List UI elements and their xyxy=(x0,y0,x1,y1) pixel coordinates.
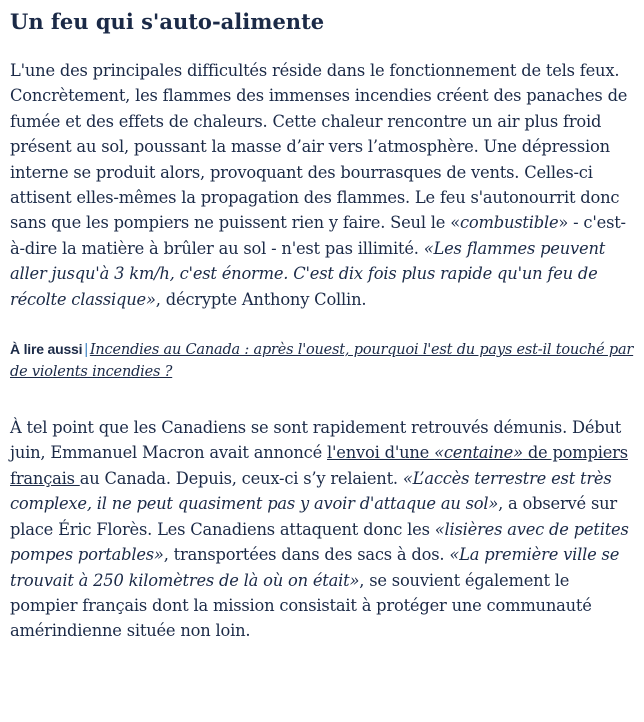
read-also-label: À lire aussi xyxy=(10,341,83,358)
section-heading: Un feu qui s'auto-alimente xyxy=(10,9,325,34)
paragraph-fire-mechanics: L'une des principales difficultés réside dans le fonctionnement de tels feux. Concrètement, les flammes des immenses incendies créent des panaches de fumée et des effets de chaleurs. Cette chaleur rencontre un air plus froid présent au sol, poussant la masse d’air vers l’atmosphère. Une dépression interne se produit alors, provoquant des bourrasques de vents. Celles-ci attisent elles-mêmes la propagation des flammes. Le feu s'autonourrit donc sans que les pompiers ne puissent rien y faire. Seul le «combustible» - c'est-à-dire la matière à brûler au sol - n'est pas illimité. «Les flammes peuvent aller jusqu'à 3 km/h, c'est énorme. C'est dix fois plus rapide qu'un feu de récolte classique», décrypte Anthony Collin. xyxy=(10,61,628,309)
article-body xyxy=(0,6,644,644)
paragraph-canadian-response: À tel point que les Canadiens se sont rapidement retrouvés démunis. Début juin, Emmanuel Macron avait annoncé l'envoi d'une «centaine» de pompiers français au Canada. Depuis, ceux-ci s’y relaient. «L’accès terrestre est très complexe, il ne peut quasiment pas y avoir d'attaque au sol», a observé sur place Éric Florès. Les Canadiens attaquent donc les «lisières avec de petites pompes portables», transportées dans des sacs à dos. «La première ville se trouvait à 250 kilomètres de là où on était», se souvient également le pompier français dont la mission consistait à protéger une communauté amérindienne située non loin. xyxy=(10,418,629,641)
quote-eric-flores: «L’accès terrestre est très complexe, il ne peut quasiment pas y avoir d'attaque au sol» xyxy=(10,468,612,514)
french-firefighters-link[interactable]: l'envoi d'une «centaine» de pompiers français xyxy=(10,443,628,488)
quote-anthony-collin: «Les flammes peuvent aller jusqu'à 3 km/h, c'est énorme. C'est dix fois plus rapide qu'un feu de récolte classique» xyxy=(10,238,606,309)
read-also-block xyxy=(10,338,634,383)
read-also-separator: | xyxy=(84,342,88,359)
read-also-link[interactable]: Incendies au Canada : après l'ouest, pourquoi l'est du pays est-il touché par de violents incendies ? xyxy=(10,342,634,381)
